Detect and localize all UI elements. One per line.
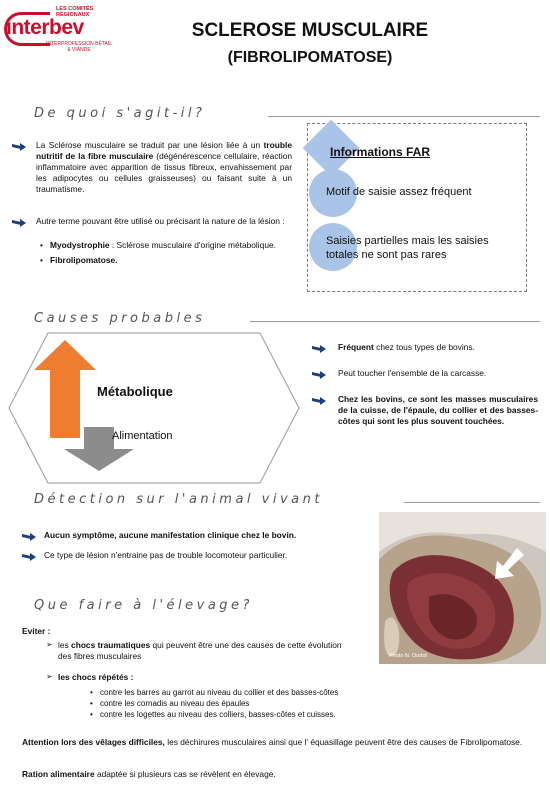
text-run-bold: Fibrolipomatose.: [50, 254, 118, 265]
eviter-label: Eviter :: [22, 626, 51, 636]
bullet-arrow-icon: [22, 553, 36, 559]
logo-name: interbev: [6, 16, 84, 39]
section-heading-action: Que faire à l'élevage?: [34, 598, 253, 613]
lesion-photo: [379, 512, 546, 664]
bullet-arrow-icon: [312, 397, 326, 403]
section-divider: [250, 321, 540, 322]
list-item: [46, 672, 346, 683]
what-paragraph-2: Autre terme pouvant être utilisé ou précisant la nature de la lésion :: [36, 216, 285, 226]
logo-subtext: INTERPROFESSION BÉTAIL & VIANDE: [45, 41, 113, 53]
list-item: [38, 240, 292, 251]
bullet-arrow-icon: [312, 345, 326, 351]
metabolique-label: Métabolique: [97, 384, 173, 399]
alimentation-label: Alimentation: [112, 430, 173, 442]
what-paragraph-1: [36, 140, 292, 195]
page-title: SCLEROSE MUSCULAIRE: [191, 20, 429, 41]
cause-item-3: Chez les bovins, ce sont les masses musculaires de la cuisse, de l'épaule, du collier et des basses-côtes qui sont les plus souvent touchées.: [338, 394, 538, 426]
text-run: les: [58, 640, 69, 650]
text-run: (dégénérescence cellulaire, réaction inflammatoire avec apparition de tissus fibreux, envahissement par les adipocytes ou cellules graisseuses) ou faisant suite à un traumatisme.: [36, 151, 293, 194]
ration-paragraph: [22, 769, 538, 780]
list-item: • contre les logettes au niveau des colliers, basses-côtes et cuisses.: [88, 709, 418, 720]
far-item-1: Motif de saisie assez fréquent: [326, 186, 472, 198]
metabolic-arrows-icon: [30, 340, 150, 475]
meat-photo-image: [379, 512, 546, 664]
list-item: • contre les barres au garrot au niveau du collier et des basses-côtes: [88, 687, 418, 698]
section-divider: [404, 502, 540, 503]
text-run-bold: Ration alimentaire: [22, 769, 95, 779]
list-item: [38, 255, 292, 266]
far-item-2: Saisies partielles mais les saisies totales ne sont pas rares: [326, 235, 489, 261]
what-bullet-list: [38, 240, 292, 265]
text-run: adaptée si plusieurs cas se révèlent en élevage.: [96, 769, 276, 779]
list-item: • contre les cornadis au niveau des épaules: [88, 698, 418, 709]
text-run: chez tous types de bovins.: [376, 342, 475, 352]
eviter-list: [46, 640, 346, 683]
logo-top-text: LES COMITÉS RÉGIONAUX: [56, 6, 94, 18]
text-run: qui peuvent être une des causes de cette évolution des fibres musculaires: [58, 640, 342, 661]
bullet-arrow-icon: [12, 143, 26, 149]
detection-item-2: Ce type de lésion n'entraine pas de trouble locomoteur particulier.: [44, 550, 288, 560]
text-run-bold: Myodystrophie: [50, 240, 110, 250]
interbev-logo: [4, 4, 116, 58]
cause-item-1: [338, 342, 538, 353]
cause-item-2: Peut toucher l'ensemble de la carcasse.: [338, 368, 487, 378]
bullet-arrow-icon: [22, 533, 36, 539]
text-run: La Sclérose musculaire se traduit par une lésion liée à un: [36, 140, 261, 150]
velage-paragraph: [22, 737, 538, 748]
photo-credit: Photo N. Oudot: [389, 653, 427, 659]
text-run-bold: Attention lors des vêlages difficiles,: [22, 737, 165, 747]
far-title: Informations FAR: [330, 145, 431, 159]
text-run: : Sclérose musculaire d'origine métabolique.: [111, 240, 276, 250]
text-run-bold: Fréquent: [338, 342, 374, 352]
text-run-bold: chocs traumatiques: [71, 640, 151, 650]
section-heading-causes: Causes probables: [34, 311, 206, 326]
section-divider: [268, 116, 540, 117]
detection-item-1: Aucun symptôme, aucune manifestation clinique chez le bovin.: [44, 530, 297, 540]
text-run: les déchirures musculaires ainsi que l' équasillage peuvent être des causes de Fibrolipomatose.: [167, 737, 523, 747]
bullet-arrow-icon: [312, 371, 326, 377]
page-subtitle: (FIBROLIPOMATOSE): [227, 49, 393, 66]
text-run-bold: trouble nutritif de la fibre musculaire: [36, 140, 292, 161]
list-item: [46, 640, 346, 661]
text-run-bold: les chocs répétés :: [58, 672, 134, 682]
chocs-sub-list: [88, 687, 418, 720]
bullet-arrow-icon: [12, 219, 26, 225]
section-heading-detection: Détection sur l'animal vivant: [34, 492, 323, 507]
section-heading-what: De quoi s'agit-il?: [34, 106, 206, 121]
